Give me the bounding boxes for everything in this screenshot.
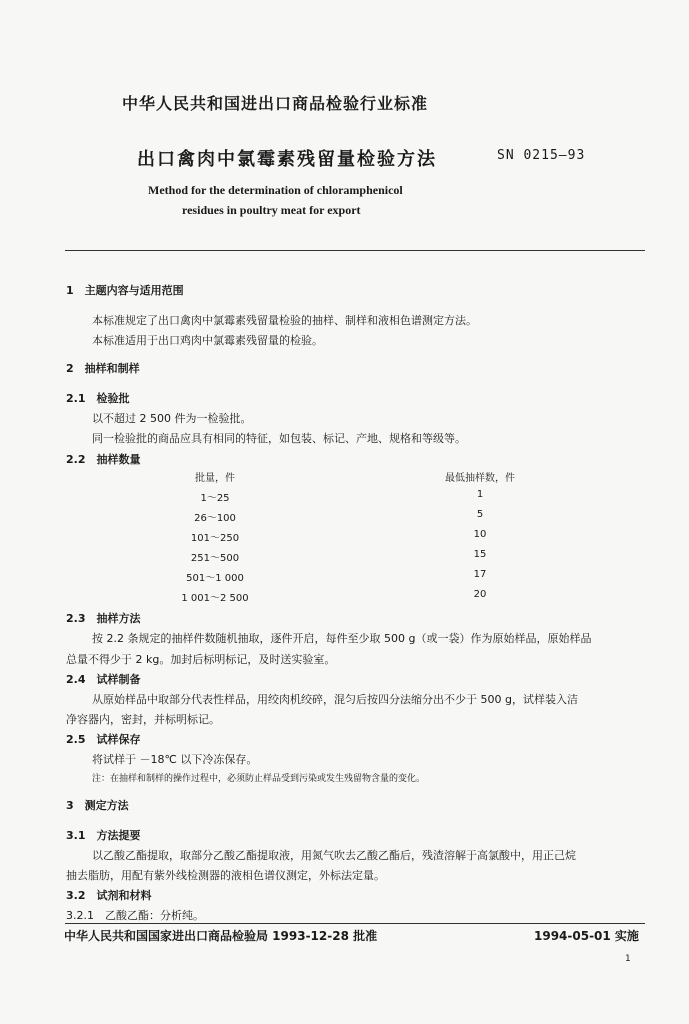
section-3-heading: 3 测定方法 bbox=[66, 799, 129, 812]
approval-statement: 中华人民共和国国家进出口商品检验局 1993-12-28 批准 bbox=[64, 929, 378, 943]
english-title-line-2: residues in poultry meat for export bbox=[182, 203, 361, 217]
table-cell-lot: 26～100 bbox=[194, 513, 236, 524]
table-cell-min: 10 bbox=[473, 529, 487, 540]
section-2-1-paragraph-1: 以不超过 2 500 件为一检验批。 bbox=[92, 412, 252, 425]
section-2-note: 注：在抽样和制样的操作过程中，必须防止样品受到污染或发生残留物含量的变化。 bbox=[92, 774, 426, 784]
table-cell-min: 5 bbox=[476, 509, 484, 520]
section-2-heading: 2 抽样和制样 bbox=[66, 362, 140, 375]
table-cell-min: 17 bbox=[473, 569, 487, 580]
header-divider bbox=[65, 250, 645, 251]
footer-divider bbox=[65, 923, 645, 924]
section-1-paragraph-1: 本标准规定了出口禽肉中氯霉素残留量检验的抽样、制样和液相色谱测定方法。 bbox=[92, 314, 477, 327]
section-2-3-paragraph-2: 总量不得少于 2 kg。加封后标明标记，及时送实验室。 bbox=[66, 653, 336, 666]
table-row bbox=[160, 509, 540, 529]
section-3-2-heading: 3.2 试剂和材料 bbox=[66, 889, 152, 902]
table-cell-min: 1 bbox=[476, 489, 484, 500]
sampling-table bbox=[160, 469, 540, 609]
section-3-2-1-paragraph: 3.2.1 乙酸乙酯：分析纯。 bbox=[66, 909, 204, 922]
table-cell-lot: 251～500 bbox=[190, 553, 240, 564]
section-1-heading: 1 主题内容与适用范围 bbox=[66, 284, 184, 297]
table-cell-lot: 1 001～2 500 bbox=[181, 593, 249, 604]
table-cell-lot: 1～25 bbox=[200, 493, 230, 504]
section-2-3-paragraph-1: 按 2.2 条规定的抽样件数随机抽取，逐件开启，每件至少取 500 g（或一袋）作为原始样品，原始样品 bbox=[92, 632, 592, 645]
standard-code: SN 0215—93 bbox=[497, 148, 586, 163]
table-row bbox=[160, 589, 540, 609]
section-3-1-paragraph-1: 以乙酸乙酯提取，取部分乙酸乙酯提取液，用氮气吹去乙酸乙酯后，残渣溶解于高氯酸中，用正己烷 bbox=[92, 849, 576, 862]
table-row bbox=[160, 489, 540, 509]
section-2-5-paragraph-1: 将试样于 －18℃ 以下冷冻保存。 bbox=[92, 753, 258, 766]
section-2-1-heading: 2.1 检验批 bbox=[66, 392, 130, 405]
english-title-line-1: Method for the determination of chloramphenicol bbox=[148, 183, 403, 197]
table-header-lot: 批量，件 bbox=[195, 473, 235, 484]
section-2-4-paragraph-1: 从原始样品中取部分代表性样品，用绞肉机绞碎，混匀后按四分法缩分出不少于 500 g，试样装入洁 bbox=[92, 693, 578, 706]
section-2-4-heading: 2.4 试样制备 bbox=[66, 673, 141, 686]
table-cell-min: 20 bbox=[473, 589, 487, 600]
section-3-1-paragraph-2: 抽去脂肪，用配有紫外线检测器的液相色谱仪测定，外标法定量。 bbox=[66, 869, 385, 882]
section-2-2-heading: 2.2 抽样数量 bbox=[66, 453, 141, 466]
effective-date: 1994-05-01 实施 bbox=[534, 929, 639, 943]
table-row bbox=[160, 529, 540, 549]
table-cell-min: 15 bbox=[473, 549, 487, 560]
table-cell-lot: 501～1 000 bbox=[186, 573, 244, 584]
table-row bbox=[160, 569, 540, 589]
table-header-min-samples: 最低抽样数，件 bbox=[445, 473, 515, 484]
section-1-paragraph-2: 本标准适用于出口鸡肉中氯霉素残留量的检验。 bbox=[92, 334, 323, 347]
table-header-row bbox=[160, 469, 540, 489]
section-2-1-paragraph-2: 同一检验批的商品应具有相同的特征，如包装、标记、产地、规格和等级等。 bbox=[92, 432, 466, 445]
issuing-organization: 中华人民共和国进出口商品检验行业标准 bbox=[122, 94, 429, 113]
section-2-5-heading: 2.5 试样保存 bbox=[66, 733, 141, 746]
section-3-1-heading: 3.1 方法提要 bbox=[66, 829, 141, 842]
page-number: 1 bbox=[625, 954, 631, 964]
table-cell-lot: 101～250 bbox=[190, 533, 240, 544]
document-title: 出口禽肉中氯霉素残留量检验方法 bbox=[137, 149, 437, 170]
section-2-3-heading: 2.3 抽样方法 bbox=[66, 612, 141, 625]
section-2-4-paragraph-2: 净容器内，密封，并标明标记。 bbox=[66, 713, 220, 726]
table-row bbox=[160, 549, 540, 569]
